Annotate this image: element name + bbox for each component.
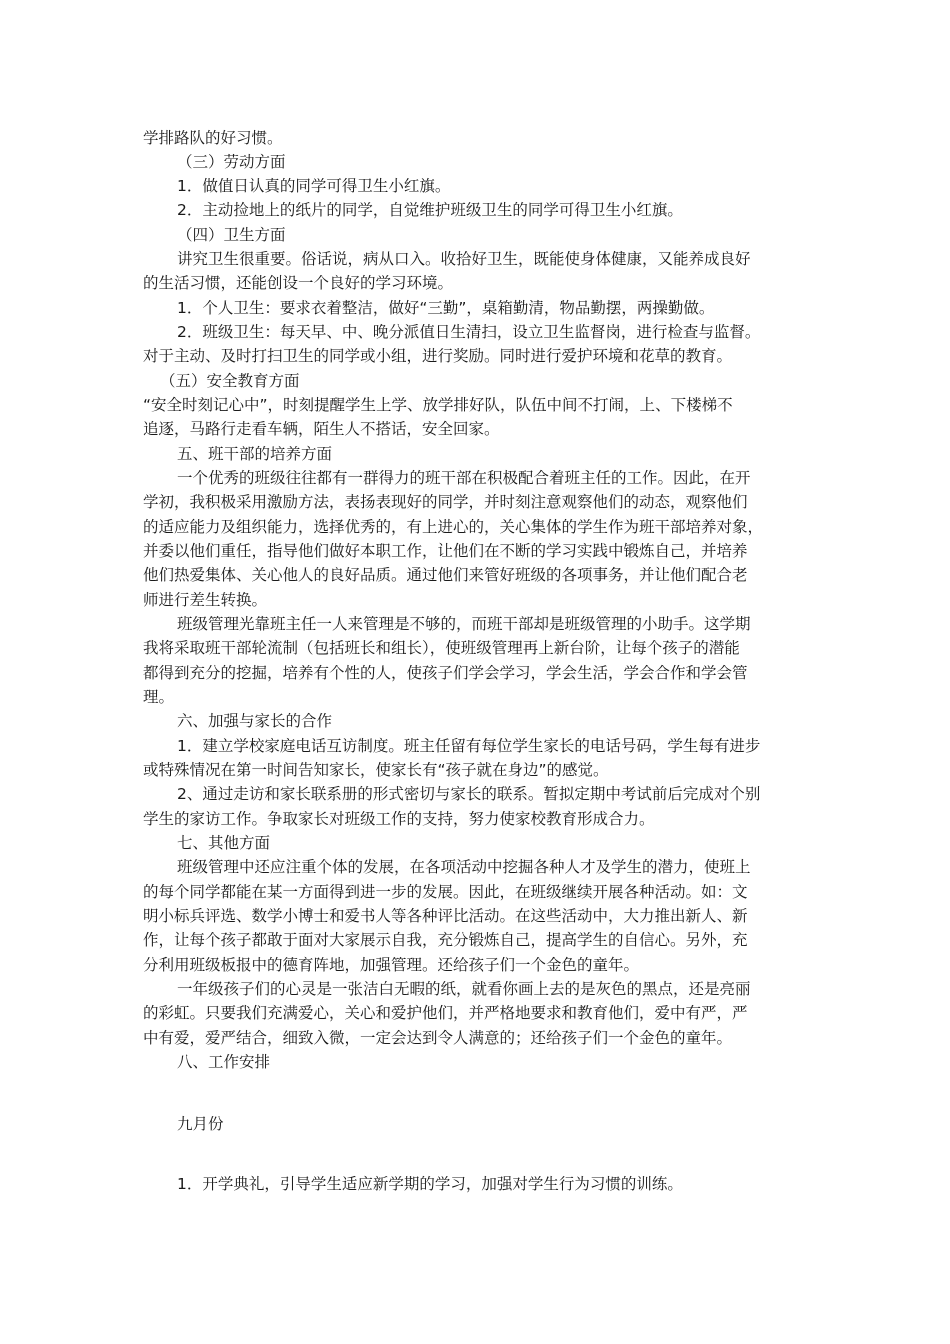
section-heading: （四）卫生方面	[177, 226, 286, 244]
list-item: 1．开学典礼，引导学生适应新学期的学习，加强对学生行为习惯的训练。	[177, 1175, 683, 1193]
paragraph-line: 的生活习惯，还能创设一个良好的学习环境。	[143, 274, 454, 292]
paragraph-line: 明小标兵评选、数学小博士和爱书人等各种评比活动。在这些活动中，大力推出新人、新	[143, 907, 748, 925]
paragraph-line: 追逐，马路行走看车辆，陌生人不搭话，安全回家。	[143, 420, 500, 438]
paragraph-line: 作，让每个孩子都敢于面对大家展示自我，充分锻炼自己，提高学生的自信心。另外，充	[143, 931, 748, 949]
list-item: 2．班级卫生：每天早、中、晚分派值日生清扫，设立卫生监督岗，进行检查与监督。	[177, 323, 761, 341]
paragraph-line: 班级管理中还应注重个体的发展，在各项活动中挖掘各种人才及学生的潜力，使班上	[177, 858, 751, 876]
paragraph-line: 对于主动、及时打扫卫生的同学或小组，进行奖励。同时进行爱护环境和花草的教育。	[143, 347, 733, 365]
list-item: 1．做值日认真的同学可得卫生小红旗。	[177, 177, 451, 195]
paragraph-line: 理。	[143, 688, 175, 706]
paragraph-line: 或特殊情况在第一时间告知家长，使家长有“孩子就在身边”的感觉。	[143, 761, 609, 779]
paragraph-line: 学排路队的好习惯。	[143, 129, 283, 147]
paragraph-line: 一年级孩子们的心灵是一张洁白无暇的纸，就看你画上去的是灰色的黑点，还是亮丽	[177, 980, 751, 998]
paragraph-line: 分利用班级板报中的德育阵地，加强管理。还给孩子们一个金色的童年。	[143, 956, 640, 974]
paragraph-line: 他们热爱集体、关心他人的良好品质。通过他们来管好班级的各项事务，并让他们配合老	[143, 566, 748, 584]
section-heading: （三）劳动方面	[177, 153, 286, 171]
paragraph-line: 师进行差生转换。	[143, 591, 268, 609]
paragraph-line: 的每个同学都能在某一方面得到进一步的发展。因此，在班级继续开展各种活动。如：文	[143, 883, 748, 901]
section-heading: 五、班干部的培养方面	[177, 445, 333, 463]
paragraph-line: 的彩虹。只要我们充满爱心，关心和爱护他们，并严格地要求和教育他们，爱中有严，严	[143, 1004, 748, 1022]
section-heading: （五）安全教育方面	[160, 372, 300, 390]
list-item: 2．主动捡地上的纸片的同学，自觉维护班级卫生的同学可得卫生小红旗。	[177, 201, 683, 219]
list-item: 1．建立学校家庭电话互访制度。班主任留有每位学生家长的电话号码，学生每有进步	[177, 737, 761, 755]
section-heading: 七、其他方面	[177, 834, 271, 852]
list-item: 2、通过走访和家长联系册的形式密切与家长的联系。暂拟定期中考试前后完成对个别	[177, 785, 761, 803]
paragraph-line: 学初，我积极采用激励方法，表扬表现好的同学，并时刻注意观察他们的动态，观察他们	[143, 493, 748, 511]
paragraph-line: 学生的家访工作。争取家长对班级工作的支持，努力使家校教育形成合力。	[143, 810, 655, 828]
paragraph-line: 班级管理光靠班主任一人来管理是不够的，而班干部却是班级管理的小助手。这学期	[177, 615, 751, 633]
paragraph-line: 讲究卫生很重要。俗话说，病从口入。收拾好卫生，既能使身体健康，又能养成良好	[177, 250, 751, 268]
paragraph-line: 的适应能力及组织能力，选择优秀的，有上进心的，关心集体的学生作为班干部培养对象，	[143, 518, 764, 536]
paragraph-line: 一个优秀的班级往往都有一群得力的班干部在积极配合着班主任的工作。因此，在开	[177, 469, 751, 487]
paragraph-line: 我将采取班干部轮流制（包括班长和组长），使班级管理再上新台阶，让每个孩子的潜能	[143, 639, 740, 657]
section-heading: 六、加强与家长的合作	[177, 712, 333, 730]
section-heading: 八、工作安排	[177, 1053, 271, 1071]
paragraph-line: 中有爱，爱严结合，细致入微，一定会达到令人满意的；还给孩子们一个金色的童年。	[143, 1029, 733, 1047]
subsection-heading: 九月份	[177, 1115, 224, 1133]
list-item: 1．个人卫生：要求衣着整洁，做好“三勤”，桌箱勤清，物品勤摆，两操勤做。	[177, 299, 715, 317]
paragraph-line: 都得到充分的挖掘，培养有个性的人，使孩子们学会学习，学会生活，学会合作和学会管	[143, 664, 748, 682]
paragraph-line: 并委以他们重任，指导他们做好本职工作，让他们在不断的学习实践中锻炼自己，并培养	[143, 542, 748, 560]
paragraph-line: “安全时刻记心中”，时刻提醒学生上学、放学排好队，队伍中间不打闹，上、下楼梯不	[143, 396, 733, 414]
